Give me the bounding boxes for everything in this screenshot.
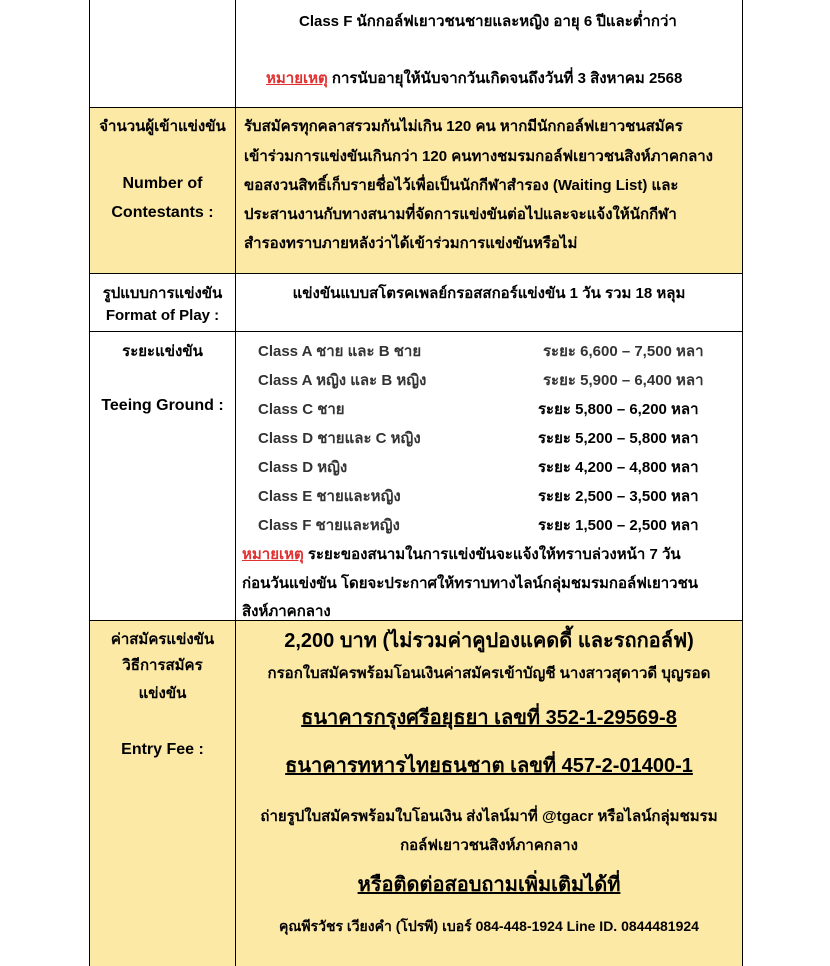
- note-text: การนับอายุให้นับจากวันเกิดจนถึงวันที่ 3 สิงหาคม 2568: [327, 70, 683, 87]
- class-distance-range: ระยะ 5,900 – 6,400 หลา: [543, 372, 704, 389]
- class-distance-class: Class F ชายและหญิง: [258, 517, 400, 534]
- class-distance-class: Class E ชายและหญิง: [258, 488, 401, 505]
- format-label-cell: [90, 274, 236, 331]
- entry-fee-text-cell: [236, 621, 742, 966]
- contestants-label-en-1: Number of: [122, 175, 203, 192]
- contestants-line: เข้าร่วมการแข่งขันเกินกว่า 120 คนทางชมรมกอล์ฟเยาวชนสิงห์ภาคกลาง: [244, 148, 714, 165]
- contact-details: คุณพีรวัชร เวียงคำ (โปรพี) เบอร์ 084-448-1924 Line ID. 0844481924: [279, 918, 699, 934]
- class-distance-class: Class C ชาย: [258, 401, 345, 418]
- row-format: [90, 274, 742, 332]
- transfer-instruction: กรอกใบสมัครพร้อมโอนเงินค่าสมัครเข้าบัญชี นางสาวสุดาวดี บุญรอด: [267, 665, 711, 682]
- contact-heading: หรือติดต่อสอบถามเพิ่มเติมได้ที่: [357, 874, 621, 896]
- contestants-label-en-2: Contestants :: [111, 204, 214, 221]
- contestants-line: รับสมัครทุกคลาสรวมกันไม่เกิน 120 คน หากมีนักกอล์ฟเยาวชนสมัคร: [244, 118, 683, 135]
- entry-fee-label-cell: [90, 621, 236, 966]
- class-distance-class: Class A หญิง และ B หญิง: [258, 372, 427, 389]
- class-distance-class: Class D หญิง: [258, 459, 348, 476]
- bank-account-1: ธนาคารกรุงศรีอยุธยา เลขที่ 352-1-29569-8: [301, 707, 677, 729]
- class-distance-range: ระยะ 5,200 – 5,800 หลา: [538, 430, 699, 447]
- class-distance-class: Class A ชาย และ B ชาย: [258, 343, 422, 360]
- distance-note-line: สิงห์ภาคกลาง: [242, 603, 331, 620]
- contestants-text-cell: [236, 108, 742, 273]
- format-label-th: รูปแบบการแข่งขัน: [102, 285, 223, 302]
- format-label-en: Format of Play :: [105, 307, 220, 324]
- send-instruction-1: ถ่ายรูปใบสมัครพร้อมใบโอนเงิน ส่งไลน์มาที่ @tgacr หรือไลน์กลุ่มชมรม: [260, 808, 718, 825]
- class-distance-range: ระยะ 4,200 – 4,800 หลา: [538, 459, 699, 476]
- note-label: หมายเหตุ: [266, 70, 328, 87]
- teeing-text-cell: [236, 332, 742, 620]
- contestants-line: ประสานงานกับทางสนามที่จัดการแข่งขันต่อไปและจะแจ้งให้นักกีฬา: [244, 206, 677, 223]
- empty-label-cell: [90, 0, 236, 107]
- contestants-label-cell: [90, 108, 236, 273]
- entry-label-th-2: วิธีการสมัคร: [122, 657, 203, 674]
- row-entry-fee: [90, 621, 742, 966]
- class-f-text: Class F นักกอล์ฟเยาวชนชายและหญิง อายุ 6 ปีและต่ำกว่า: [299, 13, 677, 30]
- age-note: [266, 66, 682, 90]
- class-f-cell: [236, 0, 742, 107]
- contestants-line: สำรองทราบภายหลังว่าได้เข้าร่วมการแข่งขันหรือไม่: [244, 235, 578, 252]
- registration-table: [89, 0, 743, 966]
- entry-label-th-3: แข่งขัน: [138, 685, 187, 702]
- row-class-f: [90, 0, 742, 108]
- row-teeing-ground: [90, 332, 742, 621]
- class-distance-range: ระยะ 2,500 – 3,500 หลา: [538, 488, 699, 505]
- entry-label-en: Entry Fee :: [121, 741, 204, 758]
- teeing-label-en: Teeing Ground :: [101, 397, 224, 414]
- bank-account-2: ธนาคารทหารไทยธนชาต เลขที่ 457-2-01400-1: [285, 755, 693, 777]
- fee-amount: 2,200 บาท (ไม่รวมค่าคูปองแคดดี้ และรถกอล์ฟ): [284, 630, 694, 652]
- teeing-label-cell: [90, 332, 236, 620]
- contestants-line: ขอสงวนสิทธิ์เก็บรายชื่อไว้เพื่อเป็นนักกีฬาสำรอง (Waiting List) และ: [244, 177, 679, 194]
- class-distance-range: ระยะ 1,500 – 2,500 หลา: [538, 517, 699, 534]
- class-distance-class: Class D ชายและ C หญิง: [258, 430, 421, 447]
- format-text: แข่งขันแบบสโตรคเพลย์กรอสสกอร์แข่งขัน 1 วัน รวม 18 หลุม: [292, 285, 686, 302]
- format-text-cell: [236, 274, 742, 331]
- teeing-label-th: ระยะแข่งขัน: [122, 343, 203, 360]
- class-distance-range: ระยะ 6,600 – 7,500 หลา: [543, 343, 704, 360]
- distance-note-line: ก่อนวันแข่งขัน โดยจะประกาศให้ทราบทางไลน์กลุ่มชมรมกอล์ฟเยาวชน: [242, 575, 699, 592]
- class-distance-range: ระยะ 5,800 – 6,200 หลา: [538, 401, 699, 418]
- send-instruction-2: กอล์ฟเยาวชนสิงห์ภาคกลาง: [400, 837, 578, 854]
- row-contestants: [90, 108, 742, 274]
- entry-label-th-1: ค่าสมัครแข่งขัน: [110, 631, 215, 648]
- contestants-label-th: จำนวนผู้เข้าแข่งขัน: [99, 118, 226, 135]
- distance-note: [242, 542, 681, 566]
- note-text: ระยะของสนามในการแข่งขันจะแจ้งให้ทราบล่วงหน้า 7 วัน: [303, 546, 681, 563]
- note-label: หมายเหตุ: [242, 546, 304, 563]
